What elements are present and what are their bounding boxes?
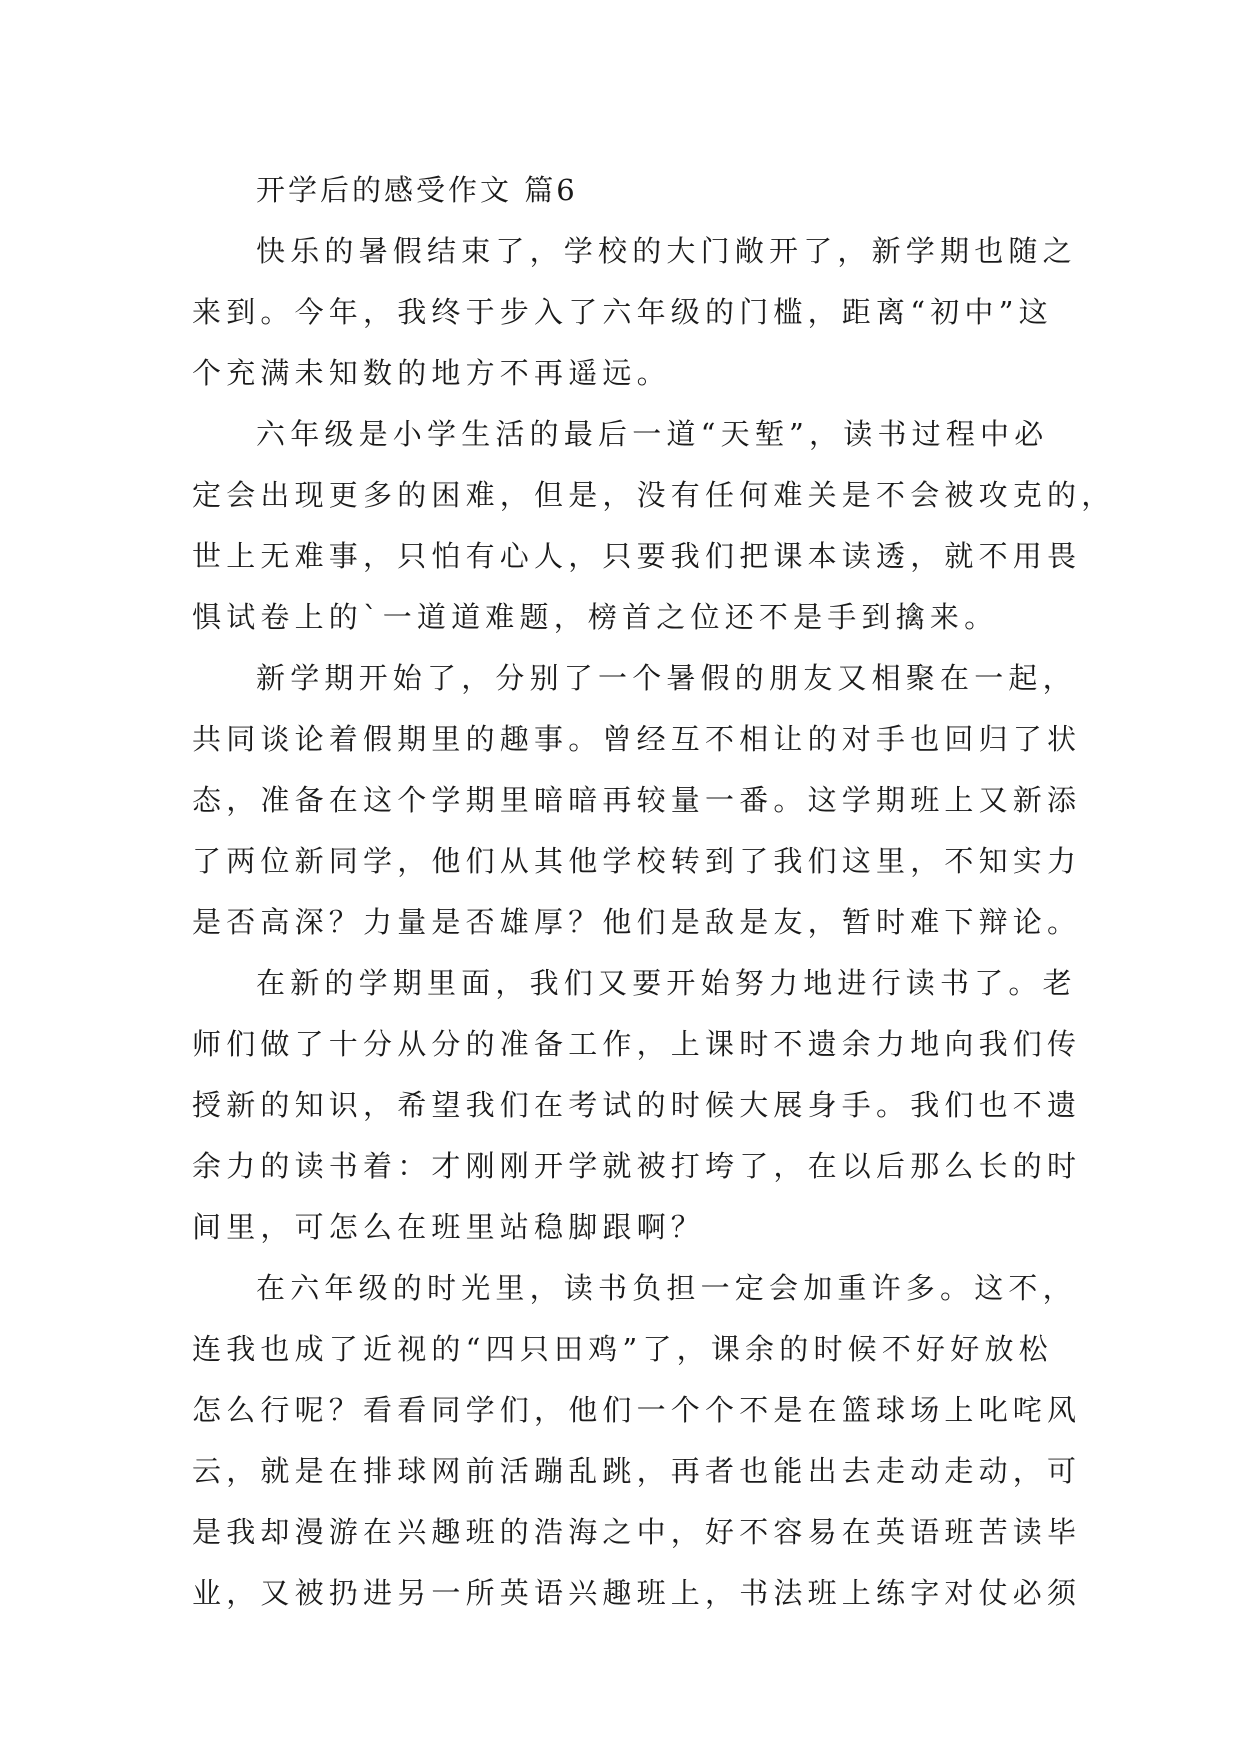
text-line: 云，就是在排球网前活蹦乱跳，再者也能出去走动走动，可: [192, 1454, 1082, 1488]
text-line: 怎么行呢？看看同学们，他们一个个不是在篮球场上叱咤风: [192, 1393, 1082, 1427]
text-line: 共同谈论着假期里的趣事。曾经互不相让的对手也回归了状: [192, 722, 1082, 756]
text-line: 来到。今年，我终于步入了六年级的门槛，距离“初中”这: [192, 295, 1053, 329]
text-line: 了两位新同学，他们从其他学校转到了我们这里，不知实力: [192, 844, 1082, 878]
text-line: 在新的学期里面，我们又要开始努力地进行读书了。老: [256, 966, 1077, 1000]
text-line: 余力的读书着：才刚刚开学就被打垮了，在以后那么长的时: [192, 1149, 1082, 1183]
paragraph-3: [192, 648, 1082, 953]
text-line: 授新的知识，希望我们在考试的时候大展身手。我们也不遗: [192, 1088, 1082, 1122]
text-line: 世上无难事，只怕有心人，只要我们把课本读透，就不用畏: [192, 539, 1082, 573]
text-line: 个充满未知数的地方不再遥远。: [192, 356, 671, 390]
paragraph-1: [192, 221, 1077, 404]
text-line: 惧试卷上的`一道道难题，榜首之位还不是手到擒来。: [192, 600, 999, 634]
text-line: 是我却漫游在兴趣班的浩海之中，好不容易在英语班苦读毕: [192, 1515, 1082, 1549]
text-line: 在六年级的时光里，读书负担一定会加重许多。这不，: [256, 1271, 1077, 1305]
text-line: 连我也成了近视的“四只田鸡”了，课余的时候不好好放松: [192, 1332, 1053, 1366]
text-line: 新学期开始了，分别了一个暑假的朋友又相聚在一起，: [256, 661, 1077, 695]
document-body: [192, 160, 1116, 1624]
paragraph-2: [192, 404, 1116, 648]
paragraph-4: [192, 953, 1082, 1258]
text-line: 态，准备在这个学期里暗暗再较量一番。这学期班上又新添: [192, 783, 1082, 817]
text-line: 是否高深？力量是否雄厚？他们是敌是友，暂时难下辩论。: [192, 905, 1082, 939]
paragraph-5: [192, 1258, 1082, 1624]
text-line: 定会出现更多的困难，但是，没有任何难关是不会被攻克的，: [192, 478, 1116, 512]
text-line: 快乐的暑假结束了，学校的大门敞开了，新学期也随之: [256, 234, 1077, 268]
text-line: 间里，可怎么在班里站稳脚跟啊？: [192, 1210, 706, 1244]
text-line: 师们做了十分从分的准备工作，上课时不遗余力地向我们传: [192, 1027, 1082, 1061]
essay-title: 开学后的感受作文 篇6: [256, 173, 578, 207]
text-line: 六年级是小学生活的最后一道“天堑”，读书过程中必: [256, 417, 1049, 451]
text-line: 业，又被扔进另一所英语兴趣班上，书法班上练字对仗必须: [192, 1576, 1082, 1610]
